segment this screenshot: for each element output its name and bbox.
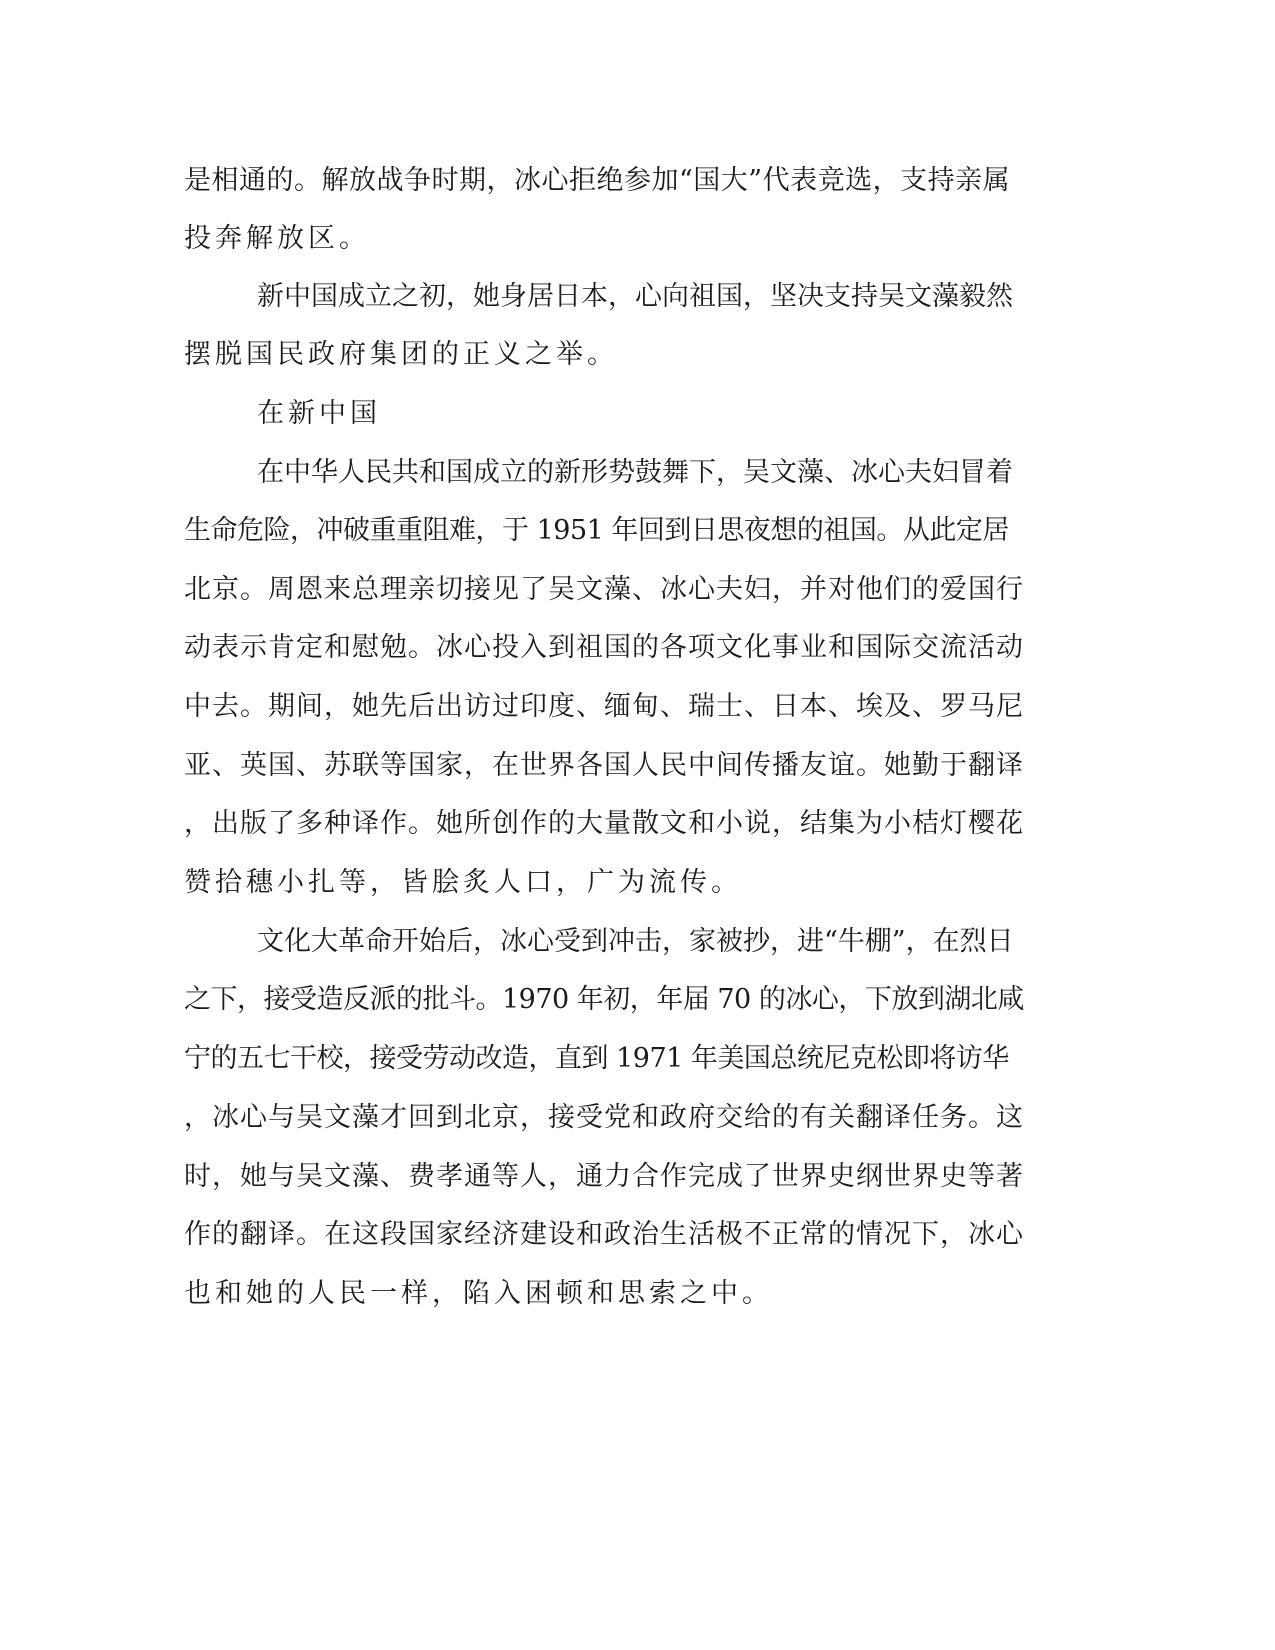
text-line: ，出版了多种译作。她所创作的大量散文和小说，结集为小桔灯樱花 xyxy=(184,808,1024,839)
paragraph-start-line: 在中华人民共和国成立的新形势鼓舞下，吴文藻、冰心夫妇冒着 xyxy=(257,457,1013,488)
text-line: ，冰心与吴文藻才回到北京，接受党和政府交给的有关翻译任务。这 xyxy=(184,1102,1024,1133)
text-line: 动表示肯定和慰勉。冰心投入到祖国的各项文化事业和国际交流活动 xyxy=(184,632,1024,663)
text-line: 摆脱国民政府集团的正义之举。 xyxy=(184,339,618,370)
text-line: 生命危险，冲破重重阻难，于 1951 年回到日思夜想的祖国。从此定居 xyxy=(184,515,1009,546)
text-line: 时，她与吴文藻、费孝通等人，通力合作完成了世界史纲世界史等著 xyxy=(184,1161,1024,1192)
text-line: 亚、英国、苏联等国家，在世界各国人民中间传播友谊。她勤于翻译 xyxy=(184,750,1024,781)
text-line: 投奔解放区。 xyxy=(184,223,370,254)
text-line: 赞拾穗小扎等，皆脍炙人口，广为流传。 xyxy=(184,867,742,898)
section-heading: 在新中国 xyxy=(257,398,381,429)
text-line: 是相通的。解放战争时期，冰心拒绝参加“国大”代表竞选，支持亲属 xyxy=(184,165,1011,196)
text-line: 宁的五七干校，接受劳动改造，直到 1971 年美国总统尼克松即将访华 xyxy=(184,1043,1009,1074)
text-line: 作的翻译。在这段国家经济建设和政治生活极不正常的情况下，冰心 xyxy=(184,1219,1024,1250)
text-line: 之下，接受造反派的批斗。1970 年初，年届 70 的冰心，下放到湖北咸 xyxy=(184,984,1024,1015)
paragraph-start-line: 新中国成立之初，她身居日本，心向祖国，坚决支持吴文藻毅然 xyxy=(257,281,1013,312)
text-line: 北京。周恩来总理亲切接见了吴文藻、冰心夫妇，并对他们的爱国行 xyxy=(184,574,1024,605)
paragraph-start-line: 文化大革命开始后，冰心受到冲击，家被抄，进“牛棚”，在烈日 xyxy=(257,926,1014,957)
text-line: 中去。期间，她先后出访过印度、缅甸、瑞士、日本、埃及、罗马尼 xyxy=(184,691,1024,722)
text-line: 也和她的人民一样，陷入困顿和思索之中。 xyxy=(184,1278,773,1309)
